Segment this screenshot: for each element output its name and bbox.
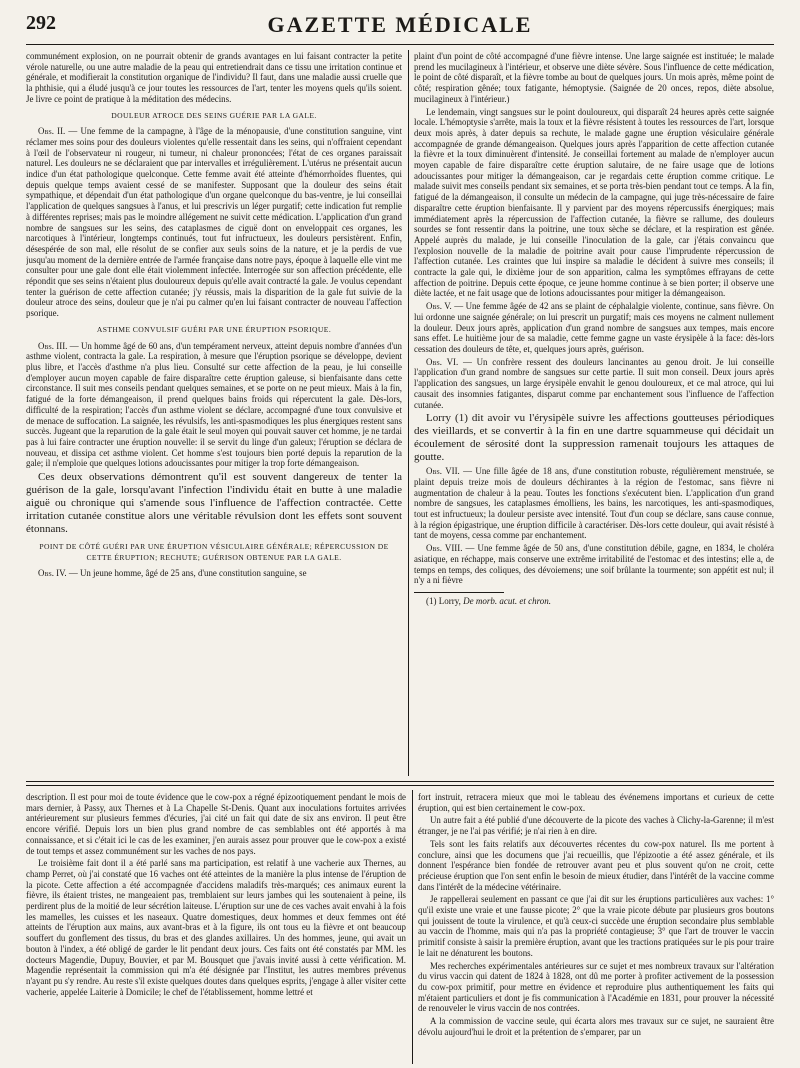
paragraph: Je rappellerai seulement en passant ce que j'ai dit sur les éruptions particulières aux vaches: 1° qu'il existe une vraie et une fausse picote; 2° que la vraie picote débute par plusieurs gros boutons qui jouissent de toute la virulence, et qu'à ceux-ci succède une éruption secondaire plus semblable au vaccin de l'homme, mais qui n'a pas la propriété contagieuse; 3° que l'art de trouver le vaccin primitif consiste à saisir la première éruption, avant que les tractions pratiquées sur le pis pour traire le lait ne dénaturent les boutons. [418,894,774,958]
observation-7 [414,466,774,541]
observation-label: Obs. II. [38,126,66,137]
observation-label: Obs. IV. [38,568,67,579]
column-separator-bottom [412,790,413,1064]
right-column [414,51,774,774]
footnote-reference: De morb. acut. et chron. [463,595,552,606]
observation-label: Obs. III. [38,340,68,351]
section-heading: DOULEUR ATROCE DES SEINS GUÉRIE PAR LA GALE. [111,110,317,120]
observation-4 [26,568,402,579]
column-separator-top [408,50,409,776]
section-heading: POINT DE CÔTÉ GUÉRI PAR UNE ÉRUPTION VÉSICULAIRE GÉNÉRALE; RÉPERCUSSION DE CETTE ÉRUPTION; RECHUTE; GUÉRISON OBTENUE PAR LA GALE. [39,542,389,562]
journal-title: GAZETTE MÉDICALE [267,12,533,37]
observation-label: Obs. VI. [426,356,459,367]
observation-label: Obs. VIII. [426,543,463,554]
page-header [26,12,774,42]
page-number: 292 [26,12,56,34]
paragraph: description. Il est pour moi de toute évidence que le cow-pox a régné épizootiquement pendant le mois de mars dernier, à Passy, aux Thernes et à La Chapelle St-Denis. Quant aux inoculations fortuites arrivées antérieurement sur plusieurs femmes d'écuries, j'ai cité un fait qui date de six ans environ. Il peut être encore vérifié. Depuis lors un bien plus grand nombre de cas semblables ont été apportés à ma connaissance, et si c'était ici le cas de les examiner, j'en aurais assez pour prouver que le cow-pox a existé de tout temps et assez communément sur les vaches de nos pays. [26,792,406,856]
observation-5 [414,301,774,355]
paragraph: Mes recherches expérimentales antérieures sur ce sujet et mes nombreux travaux sur l'altération du virus vaccin qui datent de 1824 à 1828, ont dû me porter à profiter activement de la possession du cow-pox primitif, pour mettre en évidence et reproduire plus authentiquement les faits qui m'étaient particuliers et dont je fis communication à l'Académie en 1831, pour prouver la nécessité de renouveler le virus vaccin de nos contrées. [418,960,774,1014]
section-divider-double [26,785,774,786]
paragraph: fort instruit, retracera mieux que moi le tableau des événemens importans et curieux de cette éruption, qui est bien certainement le cow-pox. [418,792,774,813]
paragraph: communément explosion, on ne pourrait obtenir de grands avantages en lui faisant contracter la petite vérole naturelle, ou une autre maladie de la peau qui entretiendrait dans ce tissu une irritation continue et générale, et modifierait la constitution organique de l'individu? Il faut, dans une maladie aussi cruelle que la phthisie, qui a éludé jusqu'à ce jour toutes les ressources de l'art, tenter les moyens quels qu'ils soient. Je livre ce point de pratique à la méditation des médecins. [26,51,402,104]
observation-text: — Un homme âgé de 60 ans, d'un tempérament nerveux, atteint depuis nombre d'années d'un asthme violent, contracta la gale. La respiration, à mesure que l'éruption psorique se développe, devient plus libre, et l'accès d'asthme n'a plus lieu. Consulté sur cette affection de la peau, je lui conseille d'employer aucun moyen capable de faire disparaître cette éruption galeuse, si bienfaisante dans cette circonstance. Il suit mes conseils pendant quelques semaines, et se porte on ne peut mieux. Mais à la fin, fatigué de la forte démangeaison, il prend quelques bains froids qui répercutent la gale. Dès-lors, difficulté de la respiration; l'accès d'un asthme violent se déclare, accompagné d'une toux convulsive et de menace de suffocation. La saignée, les révulsifs, les anti-spasmodiques les plus énergiques restent sans succès. Jugeant que la reparution de la gale était le seul moyen qui pouvait sauver cet homme, je ne tardai pas à lui faire contracter une éruption nouvelle: il se servit du linge d'un galeux; l'éruption se déclara de nouveau, et dissipa cet asthme violent. Cet homme s'est toujours bien porté depuis la reparution de la gale; il n'emploie que quelques lotions adoucissantes pour mitiger la trop forte démangeaison. [26,340,402,469]
footnote-number: (1) Lorry, [426,595,464,606]
paragraph: A la commission de vaccine seule, qui écarta alors mes travaux sur ce sujet, ne sauraient être dévolu aujourd'hui le droit et la prétention de s'emparer, par un [418,1016,774,1037]
observation-label: Obs. V. [426,301,452,312]
observation-label: Obs. VII. [426,466,460,477]
observation-text: — Une femme âgée de 50 ans, d'une constitution débile, gagne, en 1834, le choléra asiatique, en réchappe, mais conserve une extrême irritabilité de l'estomac et des intestins; elle a, de temps en temps, des coliques, des dévoiemens; une soif brûlante la tourmente; son appétit est nul; il n'y a ni fièvre [414,543,774,586]
section-divider [26,781,774,782]
paragraph: Le lendemain, vingt sangsues sur le point douloureux, qui disparaît 24 heures après cette saignée locale. L'hémoptysie s'arrête, mais la toux et la fièvre résistent à toutes les ressources de l'art, lorsque deux mois après, à dater depuis sa rechute, le malade gagne une éruption vésiculaire générale accompagnée de grande démangeaison. Quelques jours après l'apparition de cette affection cutanée la fièvre et la toux diminuèrent d'intensité. Je conseillai fortement au malade de n'employer aucun moyen capable de faire disparaître cette éruption salutaire, de ne faire usage que de lotions adoucissantes pour mitiger la démangeaison, car je regardais cette éruption comme critique. Le malade suivit mes conseils pendant six semaines, et se porta très-bien pendant tout ce temps. A la fin, fatigué de la démangeaison, il consulte un médecin de la campagne, qui juge très-nécessaire de faire disparaître cette éruption bienfaisante. Il y parvient par des moyens répercussifs énergiques; mais immédiatement après la répercussion de l'affection cutanée, la fièvre se rallume, des douleurs sourdes se font ressentir dans la poitrine, une toux sèche se déclare, et la respiration est gênée. Appelé auprès du malade, je lui conseille l'inoculation de la gale, car j'étais convaincu que l'explosion nouvelle de la maladie de poitrine avait pour cause l'imprudente répercussion de l'affection cutanée. Les craintes que lui inspire sa maladie le décident à suivre mes conseils; il contracte la gale qui, le dixième jour de son apparition, calma les symptômes effrayans de cette affection de poitrine. Depuis cette époque, ce jeune homme continue à se bien porter; il observe une diète lactée, et ne fait usage que de lotions adoucissantes pour mitiger la démangeaison. [414,106,774,299]
conclusion-paragraph: Ces deux observations démontrent qu'il est souvent dangereux de tenter la guérison de la gale, lorsqu'avant l'infection l'individu était en butte à une maladie aiguë ou chronique qui s'amende sous l'influence de l'affection contractée. Cette irritation cutanée constitue alors une véritable révulsion dont les effets sont souvent étonnans. [26,471,402,536]
observation-text: — Un jeune homme, âgé de 25 ans, d'une constitution sanguine, se [66,568,307,579]
footnote [414,596,774,607]
footnote-rule [414,592,504,593]
observation-text: — Un confrère ressent des douleurs lancinantes au genou droit. Je lui conseille l'application d'un grand nombre de sangsues sur cette partie. Il suit mon conseil. Deux jours après l'application des sangsues, un large érysipèle envahit le genou douloureux, et ce mal atroce, qui lui causait des insomnies fatigantes, disparut comme par enchantement sous l'influence de l'affection cutanée. [414,356,774,410]
observation-8 [414,543,774,586]
paragraph: Un autre fait a été publié d'une découverte de la picote des vaches à Clichy-la-Garenne; il m'est étranger, je ne l'ai pas vérifié; je n'ai rien à en dire. [418,815,774,837]
paragraph: Le troisième fait dont il a été parlé sans ma participation, est relatif à une vacherie aux Thernes, au champ Perret, où j'ai constaté que 16 vaches ont été atteintes de la manière la plus intense de l'éruption de la picote. Cette affection a été accompagnée d'accidens maladifs très-marqués; ces animaux eurent la fièvre, ils étaient tristes, ne mangeaient pas, tremblaient sur leurs jambes qui les soutenaient à peine, ils perdirent plus de la moitié de leur sécrétion laiteuse. L'éruption sur une de ces vaches avait envahi à la fois les mamelles, les cuisses et les naseaux. Quatre domestiques, deux hommes et deux femmes ont été atteints de l'éruption aux mains, aux avant-bras et à la figure, ils ont tous eu la fièvre et ont beaucoup souffert du gonflement des tissus, du bras et des glandes axillaires. Un des hommes, jeune, qui avait un bouton à l'index, a été obligé de garder le lit pendant deux jours. Ces faits ont été constatés par MM. les docteurs Magendie, Dupuy, Bouvier, et par M. Bousquet que j'avais invité aussi à cette vérification. M. Magendie représentait la commission qui m'a été désignée par l'Institut, les autres membres prévenus n'ayant pu s'y rendre. Au reste s'il existe quelques doutes dans quelques esprits, j'engage à aller visiter cette vacherie, appelée Laiterie à Domicile; le chef de l'établissement, homme lettré et [26,858,406,997]
observation-text: — Une femme âgée de 42 ans se plaint de céphalalgie violente, continue, sans fièvre. On lui ordonne une saignée générale; on lui prescrit un purgatif; mais ces moyens ne calment nullement la douleur. Deux jours après, application d'un grand nombre de sangsues aux tempes, mais encore sans effet. Le huitième jour de sa maladie, cette femme gagne un vaste érysipèle à la face: dès-lors cessation des douleurs de tête, et, quelques jours après, guérison. [414,301,774,354]
left-column [26,51,402,774]
observation-2 [26,126,402,319]
section-heading: ASTHME CONVULSIF GUÉRI PAR UNE ÉRUPTION PSORIQUE. [96,324,332,334]
observation-text: — Une femme de la campagne, à l'âge de la ménopausie, d'une constitution sanguine, vint réclamer mes soins pour des douleurs violentes qu'elle ressentait dans les seins, qui n'offraient cependant à l'œil de l'observateur ni rougeur, ni tumeur, ni chaleur prononcées; l'état de ces organes paraissait naturel. Les douleurs ne se déclaraient que par intervalles et irrégulièrement. L'utérus ne présentait aucun indice d'un état pathologique quelconque. Cette femme avait été atteinte d'hémorrhoïdes fluentes, qui depuis quelque temps avaient cessé de se manifester. Supposant que la douleur des seins était sympathique, et dépendait d'un état pathologique d'un organe quelconque du bas-ventre, je lui conseillai l'application de quelques sangsues à l'anus, et lui prescrivis un léger purgatif; cette indication fut remplie à différentes reprises; mais pas le moindre allégement ne suivit cette médication. L'application d'un grand nombre de sangsues sur les seins, des cataplasmes de ciguë dont on enveloppait ces organes, les narcotiques à l'intérieur, longtemps continués, tout fut infructueux, les douleurs persistèrent. Enfin, désespérée de son mal, elle résolut de se confier aux seuls soins de la nature, et je la perdis de vue jusqu'au moment de la dernière entrée de l'armée française dans notre pays, époque à laquelle elle vint me consulter pour une gale dont elle était violemment infectée. Interrogée sur son affection précédente, elle répondit que ses seins n'étaient plus douloureux depuis qu'elle avait contracté la gale. Je voulus cependant tenter la guérison de cette affection cutanée; j'y réussis, mais la disparition de la gale fut suivie de la douleur atroce des seins, douleur que je n'ai pu calmer qu'en lui faisant contracter de nouveau l'affection psorique. [26,126,402,319]
bottom-left-column [26,792,406,1064]
header-rule [26,44,774,45]
lorry-paragraph: Lorry (1) dit avoir vu l'érysipèle suivre les affections goutteuses périodiques des vieillards, et se convertir à la fin en une dartre squammeuse qui décidait un écoulement de sérosité dont la suppression ramenait toujours les attaques de goutte. [414,412,774,464]
observation-6 [414,357,774,411]
bottom-right-column [418,792,774,1064]
paragraph: plaint d'un point de côté accompagné d'une fièvre intense. Une large saignée est instituée; le malade prend les mucilagineux à l'intérieur, et observe une diète sévère. Sous l'influence de cette médication, le point de côté disparaît, et la fièvre tombe au bout de quelques jours. Un mois après, même point de côté; respiration gênée; toux fatigante, hémoptysie. (Saignée de 20 onces, repos, diète absolue, mucilagineux à l'intérieur.) [414,51,774,104]
observation-3 [26,341,402,469]
paragraph: Tels sont les faits relatifs aux découvertes récentes du cow-pox naturel. Ils me portent à conclure, ainsi que les documens que j'ai recueillis, que l'épizootie a été assez générale, et ils donnent l'espérance bien fondée de retrouver avant peu et plus souvent qu'on ne croit, cette précieuse éruption que l'on sent enfin le besoin de mieux étudier, dans l'intérêt de la vaccine comme dans l'intérêt de la médecine vétérinaire. [418,838,774,892]
observation-text: — Une fille âgée de 18 ans, d'une constitution robuste, régulièrement menstruée, se plaint depuis treize mois de douleurs déchirantes à la région de l'estomac, sans fièvre ni augmentation de chaleur à la peau. Toutes les fonctions s'exécutent bien. L'application d'un grand nombre de sangsues, les cataplasmes émolliens, les bains, les narcotiques, les anti-spasmodiques, tout est infructueux; la douleur persiste avec intensité. Tout d'un coup se déclare, sans cause connue, à la région épigastrique, une éruption difficile à caractériser. Dès-lors cette douleur, qui avait résisté à tant de moyens, cessa comme par enchantement. [414,466,774,541]
